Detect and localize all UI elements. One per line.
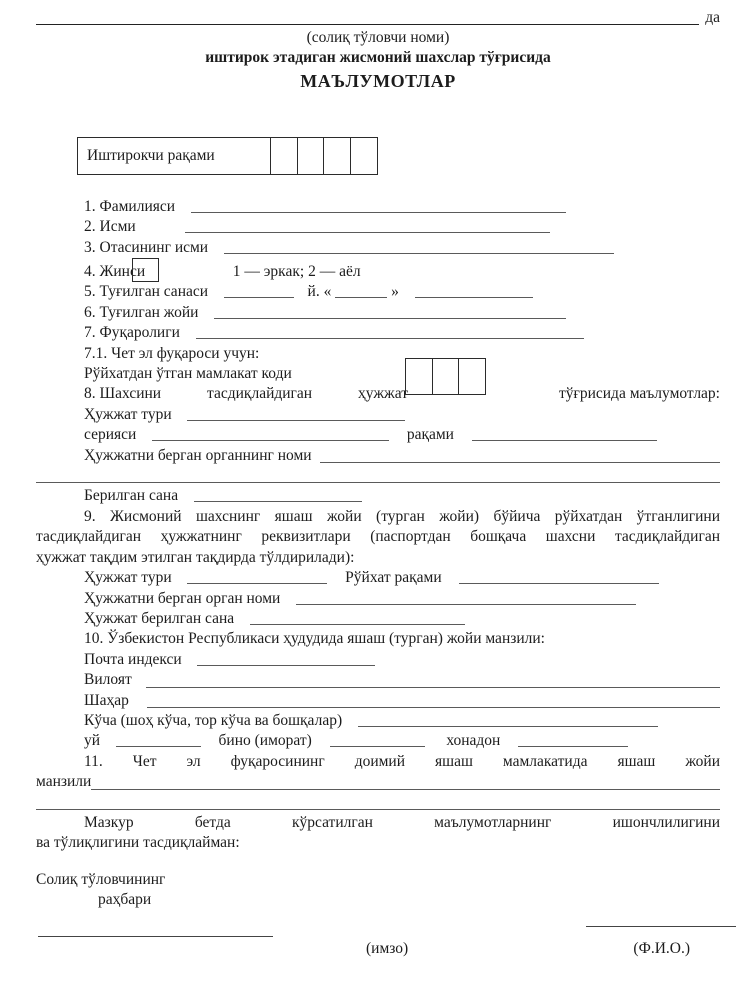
reg-doc-type-input-line[interactable] (187, 570, 327, 584)
row-street (36, 711, 720, 731)
reg-issue-date-label: Ҳужжат берилган сана (84, 609, 235, 627)
citizenship-label: 7. Фуқаролиги (84, 324, 180, 342)
row-issue-date (36, 486, 720, 506)
fio-input-line[interactable] (586, 913, 736, 927)
taxpayer-name-caption: (солиқ тўловчи номи) (306, 29, 450, 46)
address-heading: 10. Ўзбекистон Республикаси ҳудудида яшаш (турган) жойи манзили: (84, 630, 545, 648)
row-birth-date (36, 282, 720, 302)
foreign-address-cont-label: манзили (36, 773, 92, 791)
foreign-address-line1: 11. Чет эл фуқаросининг доимий яшаш мамлакатида яшаш жойи (84, 752, 720, 770)
taxpayer-name-input-line[interactable] (36, 11, 699, 25)
row-city (36, 691, 720, 711)
registration-paragraph-line2: тасдиқлайдиган ҳужжатнинг реквизитлари (паспортдан бошқача шахсни тасдиқлайдиган (36, 528, 720, 546)
confirmation-line2: ва тўлиқлигини тасдиқлайман: (36, 834, 240, 852)
reg-issue-date-input-line[interactable] (250, 611, 465, 625)
surname-label: 1. Фамилияси (84, 197, 176, 215)
row-name (36, 217, 720, 237)
issue-date-input-line[interactable] (194, 488, 362, 502)
postal-index-input-line[interactable] (197, 652, 375, 666)
issuer-input-line[interactable] (320, 449, 720, 463)
row-foreign-address-extra (36, 793, 720, 813)
top-suffix: да (705, 8, 720, 26)
building-input-line[interactable] (330, 733, 425, 747)
form-title-line1: иштирок этадиган жисмоний шахслар тўғрисида (205, 49, 551, 67)
apartment-input-line[interactable] (518, 733, 628, 747)
row-issuer-continuation (36, 466, 720, 486)
row-gender (36, 258, 720, 282)
surname-input-line[interactable] (191, 199, 566, 213)
birth-year-input-line[interactable] (224, 284, 294, 298)
fio-line-row (36, 913, 720, 921)
row-issuer (36, 446, 720, 466)
row-foreign-caption (36, 344, 720, 364)
row-series-number (36, 425, 720, 445)
foreign-address-extra-line[interactable] (36, 796, 720, 810)
row-patronymic (36, 238, 720, 258)
street-label: Кўча (шоҳ кўча, тор кўча ва бошқалар) (84, 711, 343, 729)
reg-issuer-input-line[interactable] (296, 591, 636, 605)
doc-type-label: Ҳужжат тури (84, 405, 172, 423)
reg-doc-type-label: Ҳужжат тури (84, 569, 172, 587)
row-reg-issue-date (36, 609, 720, 629)
gender-label: 4. Жинси (84, 263, 146, 281)
sign-caption: (имзо) (366, 939, 409, 957)
series-label: серияси (84, 426, 137, 444)
region-input-line[interactable] (146, 674, 720, 688)
row-identity-document (36, 384, 720, 404)
issuer-continuation-line[interactable] (36, 469, 720, 483)
postal-index-label: Почта индекси (84, 650, 182, 668)
country-code-label: Рўйхатдан ўтган мамлакат коди (84, 365, 292, 383)
name-input-line[interactable] (185, 219, 550, 233)
foreign-caption-label: 7.1. Чет эл фуқароси учун: (84, 344, 260, 362)
number-label: рақами (406, 426, 454, 444)
country-code-box (405, 358, 486, 395)
row-postal-index (36, 650, 720, 670)
gender-legend: 1 — эркак; 2 — аёл (232, 263, 361, 281)
participant-number-cell[interactable] (351, 138, 378, 174)
row-foreign-address-cont (36, 772, 720, 792)
gender-checkbox[interactable] (132, 258, 159, 282)
row-surname (36, 197, 720, 217)
taxpayer-of-label: Солиқ тўловчининг (36, 870, 166, 888)
reg-number-input-line[interactable] (459, 570, 659, 584)
identity-doc-tail: тўғрисида маълумотлар: (558, 385, 720, 403)
series-input-line[interactable] (152, 427, 389, 441)
issuer-label: Ҳужжатни берган органнинг номи (84, 446, 312, 464)
number-input-line[interactable] (472, 427, 657, 441)
birth-date-label: 5. Туғилган санаси (84, 283, 209, 301)
country-code-cell[interactable] (459, 359, 485, 394)
birth-date-mid-label: й. « (307, 283, 332, 301)
birth-place-label: 6. Туғилган жойи (84, 303, 199, 321)
row-doc-type (36, 405, 720, 425)
doc-type-input-line[interactable] (187, 407, 405, 421)
participant-number-cell[interactable] (324, 138, 351, 174)
signature-block (36, 870, 720, 961)
participant-number-cell[interactable] (298, 138, 325, 174)
taxpayer-name-line (36, 6, 720, 28)
reg-number-label: Рўйхат рақами (345, 569, 442, 587)
participant-number-box (77, 137, 378, 175)
identity-doc-word2: тасдиқлайдиган (207, 385, 313, 403)
identity-doc-word3: ҳужжат (358, 385, 408, 403)
identity-doc-word1: 8. Шахсини (84, 385, 162, 403)
registration-paragraph-line1: 9. Жисмоний шахснинг яшаш жойи (турган жойи) бўйича рўйхатдан ўтганлигини (84, 507, 720, 525)
reg-issuer-label: Ҳужжатни берган орган номи (84, 589, 281, 607)
birth-date-close-quote: » (391, 283, 399, 301)
row-country-code (36, 364, 720, 384)
name-label: 2. Исми (84, 218, 136, 236)
confirmation-line1: Мазкур бетда кўрсатилган маълумотларнинг ишончлилигини (84, 813, 720, 831)
house-label: уй (84, 732, 101, 750)
row-house (36, 731, 720, 751)
house-input-line[interactable] (116, 733, 201, 747)
issue-date-label: Берилган сана (84, 487, 179, 505)
birth-day-input-line[interactable] (335, 284, 387, 298)
country-code-cell[interactable] (406, 359, 433, 394)
row-citizenship (36, 323, 720, 343)
apartment-label: хонадон (446, 732, 501, 750)
head-label: раҳбари (98, 891, 152, 909)
country-code-cell[interactable] (433, 359, 460, 394)
citizenship-input-line[interactable] (196, 325, 584, 339)
row-region (36, 670, 720, 690)
street-input-line[interactable] (358, 713, 658, 727)
city-input-line[interactable] (147, 694, 720, 708)
participant-number-label: Иштирокчи рақами (78, 138, 271, 174)
row-reg-issuer (36, 589, 720, 609)
signature-input-line[interactable] (38, 923, 273, 937)
signature-captions-row (36, 939, 720, 961)
patronymic-label: 3. Отасининг исми (84, 238, 209, 256)
birth-month-input-line[interactable] (415, 284, 533, 298)
region-label: Вилоят (84, 671, 132, 689)
form-title-line2: МАЪЛУМОТЛАР (300, 70, 456, 91)
fio-caption: (Ф.И.О.) (633, 939, 690, 957)
participant-number-cell[interactable] (271, 138, 298, 174)
identity-document-left-group (84, 384, 408, 404)
building-label: бино (иморат) (218, 732, 312, 750)
foreign-address-input-line[interactable] (91, 776, 720, 790)
city-label: Шаҳар (84, 691, 129, 709)
patronymic-input-line[interactable] (224, 240, 614, 254)
birth-place-input-line[interactable] (214, 305, 566, 319)
row-reg-doc-type (36, 568, 720, 588)
row-birth-place (36, 303, 720, 323)
registration-paragraph-line3: ҳужжат тақдим этилган тақдирда тўлдирилади): (36, 548, 355, 566)
